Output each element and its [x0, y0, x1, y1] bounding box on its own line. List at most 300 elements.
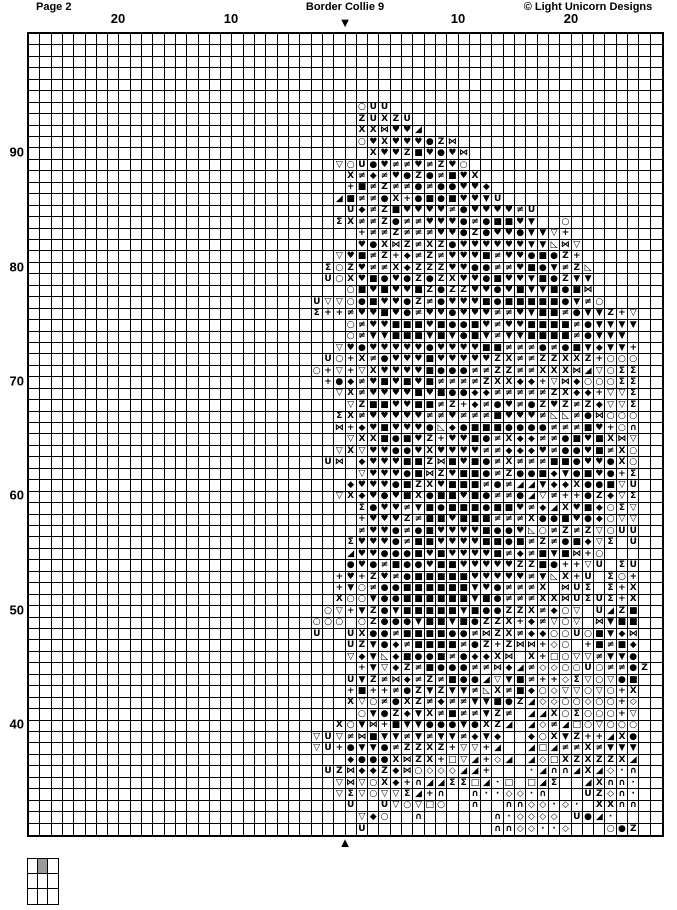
stitch-cell: ◇ — [605, 766, 616, 777]
stitch-cell: Σ — [617, 560, 628, 571]
stitch-cell: ● — [368, 160, 379, 171]
stitch-cell: ○ — [628, 721, 639, 732]
stitch-cell: ◆ — [594, 343, 605, 354]
stitch-cell: ≠ — [447, 652, 458, 663]
minimap-cell — [48, 859, 58, 874]
stitch-cell: ▼ — [583, 343, 594, 354]
stitch-cell: ▼ — [549, 263, 560, 274]
stitch-cell: ≠ — [470, 377, 481, 388]
stitch-cell: ● — [549, 560, 560, 571]
stitch-cell: ■ — [448, 503, 457, 513]
stitch-cell: ○ — [560, 698, 571, 709]
stitch-cell: ■ — [414, 594, 423, 605]
stitch-cell: ○ — [617, 423, 628, 434]
stitch-cell: ♥ — [504, 572, 515, 583]
stitch-cell: ▽ — [379, 663, 390, 674]
stitch-cell: ∩ — [492, 824, 503, 835]
stitch-cell: ▼ — [357, 721, 368, 732]
stitch-cell: ○ — [346, 320, 357, 331]
stitch-cell: ▼ — [594, 309, 605, 320]
stitch-cell: ▼ — [572, 274, 583, 285]
stitch-cell: ■ — [436, 560, 446, 571]
stitch-cell: ▽ — [357, 812, 368, 823]
stitch-cell: ■ — [402, 480, 412, 490]
stitch-cell: ♥ — [459, 194, 470, 205]
stitch-cell: ○ — [357, 103, 368, 114]
stitch-cell: ▼ — [628, 743, 639, 754]
stitch-cell: ○ — [583, 629, 594, 640]
stitch-cell: ♥ — [379, 572, 390, 583]
stitch-cell: ♥ — [515, 274, 526, 285]
stitch-cell: ○ — [312, 366, 323, 377]
stitch-cell: ■ — [493, 423, 502, 433]
stitch-cell: ● — [459, 675, 470, 686]
stitch-cell: ● — [492, 286, 503, 297]
stitch-cell: ♥ — [459, 171, 470, 182]
stitch-cell: ♥ — [413, 446, 424, 457]
stitch-cell: ≠ — [447, 377, 458, 388]
stitch-cell: ◆ — [470, 389, 481, 400]
stitch-cell: U — [526, 206, 537, 217]
stitch-cell: ♥ — [470, 183, 481, 194]
stitch-cell: ● — [470, 721, 481, 732]
stitch-cell: ♥ — [436, 343, 447, 354]
stitch-cell: ■ — [482, 342, 491, 353]
stitch-cell: ∩ — [617, 778, 628, 789]
stitch-cell: + — [459, 400, 470, 411]
stitch-cell: + — [346, 606, 357, 617]
stitch-cell: ♥ — [504, 560, 515, 571]
stitch-cell: ■ — [414, 457, 423, 468]
stitch-cell: Z — [594, 492, 605, 503]
stitch-cell: ♥ — [402, 366, 413, 377]
stitch-cell: ○ — [346, 332, 357, 343]
stitch-cell: X — [346, 217, 357, 228]
stitch-cell: Z — [481, 618, 492, 629]
stitch-cell: Z — [425, 457, 436, 468]
stitch-cell: ≠ — [583, 297, 594, 308]
stitch-cell: Z — [459, 286, 470, 297]
stitch-cell: ♥ — [447, 537, 458, 548]
stitch-cell: ● — [583, 480, 594, 491]
stitch-cell: ■ — [628, 674, 638, 685]
stitch-cell: ◇ — [526, 801, 537, 812]
stitch-cell: U — [323, 354, 334, 365]
stitch-cell: ▼ — [538, 229, 549, 240]
stitch-cell: ♥ — [368, 320, 379, 331]
stitch-cell: Z — [447, 286, 458, 297]
stitch-cell: ■ — [527, 331, 536, 342]
stitch-cell: ◢ — [594, 812, 605, 823]
stitch-cell: ♥ — [515, 320, 526, 331]
stitch-cell: ■ — [391, 320, 401, 330]
stitch-cell: ■ — [561, 331, 570, 342]
stitch-cell: ≠ — [379, 229, 390, 240]
stitch-cell: Z — [379, 183, 390, 194]
stitch-cell: ≠ — [492, 457, 503, 468]
stitch-cell: ● — [436, 148, 447, 159]
stitch-cell: Z — [447, 400, 458, 411]
stitch-cell: ■ — [380, 423, 389, 433]
stitch-cell: ♥ — [379, 480, 390, 491]
stitch-cell: ■ — [470, 423, 480, 433]
stitch-cell: ▽ — [334, 606, 345, 617]
stitch-cell: ■ — [368, 732, 378, 742]
center-bottom-marker-icon: ▲ — [338, 835, 352, 850]
stitch-cell: ♥ — [413, 412, 424, 423]
stitch-cell: ◆ — [594, 515, 605, 526]
stitch-cell: ▼ — [368, 640, 379, 651]
stitch-cell: ▼ — [538, 286, 549, 297]
stitch-cell: □ — [470, 777, 480, 788]
stitch-cell: ♥ — [594, 469, 605, 480]
stitch-cell: ≠ — [447, 206, 458, 217]
stitch-cell: ● — [459, 229, 470, 240]
stitch-cell: ▼ — [379, 332, 390, 343]
stitch-cell: ♥ — [447, 251, 458, 262]
stitch-cell: Z — [413, 480, 424, 491]
stitch-cell: ■ — [482, 297, 491, 307]
stitch-cell: ≠ — [515, 343, 526, 354]
stitch-cell: U — [346, 801, 357, 812]
stitch-cell: X — [583, 766, 594, 777]
stitch-cell: ● — [391, 526, 402, 537]
stitch-cell: ≠ — [538, 457, 549, 468]
stitch-cell: ♥ — [447, 434, 458, 445]
stitch-cell: ♥ — [368, 492, 379, 503]
stitch-cell: ○ — [436, 801, 447, 812]
stitch-cell: ≠ — [481, 412, 492, 423]
stitch-cell: + — [617, 686, 628, 697]
stitch-cell: ■ — [425, 537, 435, 548]
stitch-cell: ◇ — [538, 801, 549, 812]
stitch-cell: ▽ — [628, 515, 639, 526]
stitch-cell: ● — [459, 629, 470, 640]
stitch-cell: ◆ — [346, 480, 357, 491]
stitch-cell: X — [617, 446, 628, 457]
stitch-cell: ● — [538, 263, 549, 274]
stitch-cell: ◆ — [470, 652, 481, 663]
stitch-cell: ≠ — [481, 400, 492, 411]
stitch-cell: ▽ — [605, 400, 616, 411]
stitch-cell: ▽ — [357, 469, 368, 480]
stitch-cell: ▼ — [379, 732, 390, 743]
stitch-cell: Z — [425, 675, 436, 686]
stitch-cell: U — [312, 297, 323, 308]
stitch-cell: ≠ — [492, 446, 503, 457]
stitch-cell: ■ — [617, 617, 627, 628]
stitch-cell: ♥ — [436, 446, 447, 457]
stitch-cell: ● — [459, 332, 470, 343]
stitch-cell: U — [323, 743, 334, 754]
minimap-current-page-cell — [38, 859, 48, 874]
stitch-cell: ■ — [470, 606, 480, 616]
stitch-cell: ▽ — [357, 778, 368, 789]
stitch-cell: ≠ — [594, 652, 605, 663]
stitch-cell: U — [368, 114, 379, 125]
stitch-cell: ♥ — [470, 309, 481, 320]
stitch-cell: ▽ — [594, 526, 605, 537]
stitch-cell: ■ — [402, 651, 412, 662]
stitch-cell: ■ — [572, 342, 581, 353]
stitch-cell: + — [583, 732, 594, 743]
stitch-cell: ◆ — [515, 377, 526, 388]
stitch-cell: ≠ — [492, 389, 503, 400]
stitch-cell: ▼ — [436, 732, 447, 743]
stitch-cell: ◆ — [447, 423, 458, 434]
stitch-cell: ■ — [436, 651, 446, 662]
stitch-cell: ≠ — [504, 343, 515, 354]
stitch-cell: ● — [594, 480, 605, 491]
stitch-cell: ■ — [402, 320, 412, 330]
stitch-cell: ▼ — [413, 503, 424, 514]
stitch-cell: + — [617, 469, 628, 480]
stitch-cell: ■ — [561, 514, 570, 525]
stitch-cell: ♥ — [391, 343, 402, 354]
stitch-cell: ■ — [436, 571, 446, 582]
stitch-cell: ◇ — [492, 755, 503, 766]
stitch-cell: Z — [425, 434, 436, 445]
stitch-cell: ● — [459, 320, 470, 331]
stitch-cell: X — [583, 755, 594, 766]
stitch-cell: U — [323, 732, 334, 743]
stitch-cell: Z — [538, 537, 549, 548]
stitch-cell: □ — [448, 754, 457, 765]
stitch-cell: ◢ — [413, 789, 424, 800]
stitch-cell: X — [504, 434, 515, 445]
stitch-cell: ▼ — [526, 240, 537, 251]
stitch-cell: ▼ — [368, 709, 379, 720]
stitch-cell: ◺ — [481, 686, 492, 697]
stitch-cell: ● — [402, 618, 413, 629]
stitch-cell: ∩ — [436, 789, 447, 800]
stitch-cell: ♥ — [504, 274, 515, 285]
stitch-cell: ○ — [459, 160, 470, 171]
stitch-cell: ♥ — [470, 572, 481, 583]
stitch-cell: ≠ — [538, 412, 549, 423]
stitch-cell: ♥ — [459, 560, 470, 571]
stitch-cell: ♥ — [447, 160, 458, 171]
stitch-cell: ● — [391, 537, 402, 548]
stitch-cell: ⋈ — [380, 125, 390, 136]
stitch-cell: ▽ — [583, 675, 594, 686]
stitch-cell: ♥ — [515, 263, 526, 274]
stitch-cell: X — [492, 652, 503, 663]
stitch-cell: ○ — [346, 595, 357, 606]
stitch-cell: ♥ — [379, 389, 390, 400]
stitch-cell: + — [628, 572, 639, 583]
stitch-cell: Z — [436, 274, 447, 285]
stitch-cell: Z — [594, 789, 605, 800]
stitch-cell: U — [628, 526, 639, 537]
stitch-cell: ∩ — [549, 766, 560, 777]
stitch-cell: ◆ — [470, 400, 481, 411]
stitch-cell: ∩ — [560, 766, 571, 777]
stitch-cell: ■ — [459, 594, 468, 605]
stitch-cell: ■ — [425, 640, 435, 651]
stitch-cell: ◺ — [583, 263, 594, 274]
stitch-cell: ◢ — [526, 480, 537, 491]
stitch-cell: + — [346, 183, 357, 194]
stitch-cell: Z — [538, 354, 549, 365]
stitch-cell: ⋈ — [504, 651, 514, 662]
stitch-cell: ■ — [448, 457, 457, 468]
stitch-cell: + — [594, 354, 605, 365]
stitch-cell: X — [560, 354, 571, 365]
stitch-cell: ● — [628, 732, 639, 743]
stitch-cell: ♥ — [391, 354, 402, 365]
stitch-cell: ◇ — [436, 766, 447, 777]
stitch-cell: Σ — [312, 309, 323, 320]
stitch-cell: ● — [526, 423, 537, 434]
stitch-cell: Z — [583, 354, 594, 365]
stitch-cell: ● — [402, 171, 413, 182]
stitch-cell: ◢ — [526, 721, 537, 732]
stitch-cell: ▼ — [346, 583, 357, 594]
stitch-cell: ■ — [448, 709, 457, 719]
stitch-cell: ▽ — [312, 743, 323, 754]
stitch-cell: ♥ — [425, 309, 436, 320]
stitch-cell: Z — [368, 675, 379, 686]
stitch-cell: + — [481, 766, 492, 777]
stitch-cell: X — [504, 618, 515, 629]
stitch-cell: ■ — [402, 457, 412, 468]
stitch-cell: ≠ — [526, 366, 537, 377]
stitch-cell: ♥ — [470, 560, 481, 571]
stitch-cell: ○ — [617, 721, 628, 732]
stitch-cell: ▼ — [368, 595, 379, 606]
stitch-cell: ◆ — [526, 618, 537, 629]
stitch-cell: Z — [413, 698, 424, 709]
stitch-cell: ▼ — [481, 194, 492, 205]
stitch-cell: U — [346, 640, 357, 651]
stitch-cell: ≠ — [470, 217, 481, 228]
stitch-cell: ■ — [515, 674, 525, 685]
stitch-cell: Σ — [334, 412, 345, 423]
stitch-cell: ▽ — [560, 686, 571, 697]
stitch-cell: Z — [368, 572, 379, 583]
stitch-cell: ▽ — [413, 801, 424, 812]
stitch-cell: ≠ — [459, 377, 470, 388]
stitch-cell: U — [572, 583, 583, 594]
stitch-cell: ◇ — [538, 663, 549, 674]
stitch-cell: ● — [549, 515, 560, 526]
stitch-cell: ≠ — [504, 309, 515, 320]
stitch-cell: X — [425, 480, 436, 491]
stitch-cell: Σ — [628, 492, 639, 503]
stitch-cell: ♥ — [368, 526, 379, 537]
stitch-cell: ● — [379, 755, 390, 766]
stitch-cell: ◆ — [470, 732, 481, 743]
stitch-cell: + — [357, 572, 368, 583]
stitch-cell: ♥ — [470, 274, 481, 285]
stitch-cell: Σ — [572, 675, 583, 686]
stitch-cell: ▼ — [481, 698, 492, 709]
stitch-cell: ♥ — [436, 206, 447, 217]
stitch-cell: ≠ — [572, 743, 583, 754]
stitch-cell: ◆ — [346, 755, 357, 766]
stitch-cell: ♥ — [481, 320, 492, 331]
stitch-cell: ◢ — [560, 721, 571, 732]
stitch-cell: ≠ — [470, 412, 481, 423]
stitch-cell: ≠ — [572, 332, 583, 343]
stitch-cell: ◇ — [526, 824, 537, 835]
stitch-cell: X — [492, 377, 503, 388]
stitch-cell: ■ — [572, 285, 581, 296]
stitch-cell: ● — [481, 274, 492, 285]
stitch-cell: ♥ — [436, 229, 447, 240]
stitch-cell: ● — [617, 675, 628, 686]
stitch-cell: ⋈ — [560, 594, 570, 605]
stitch-cell: + — [391, 251, 402, 262]
stitch-cell: Z — [391, 229, 402, 240]
stitch-cell: Z — [413, 274, 424, 285]
stitch-cell: ◺ — [560, 412, 571, 423]
stitch-cell: ≠ — [492, 515, 503, 526]
stitch-cell: ♥ — [447, 549, 458, 560]
stitch-cell: ○ — [560, 606, 571, 617]
stitch-cell: X — [594, 801, 605, 812]
stitch-cell: ◆ — [481, 183, 492, 194]
column-label-10: 10 — [450, 11, 466, 26]
stitch-cell: ◇ — [515, 824, 526, 835]
stitch-cell: ◢ — [583, 778, 594, 789]
stitch-cell: ≠ — [425, 183, 436, 194]
stitch-cell: ● — [357, 755, 368, 766]
stitch-cell: ♥ — [594, 423, 605, 434]
stitch-cell: ∩ — [492, 812, 503, 823]
stitch-cell: X — [617, 732, 628, 743]
stitch-cell: ● — [617, 824, 628, 835]
stitch-cell: ■ — [493, 503, 502, 513]
stitch-cell: + — [346, 354, 357, 365]
stitch-cell: ◇ — [538, 755, 549, 766]
stitch-cell: ≠ — [481, 480, 492, 491]
stitch-cell: ● — [560, 446, 571, 457]
stitch-cell: ■ — [414, 331, 423, 342]
stitch-cell: ◆ — [572, 389, 583, 400]
stitch-cell: U — [583, 663, 594, 674]
stitch-cell: Z — [402, 240, 413, 251]
stitch-cell: U — [379, 103, 390, 114]
stitch-cell: Z — [436, 160, 447, 171]
stitch-cell: ≠ — [459, 412, 470, 423]
stitch-cell: Σ — [346, 537, 357, 548]
stitch-cell: ▼ — [470, 595, 481, 606]
stitch-cell: ● — [628, 663, 639, 674]
stitch-cell: ▼ — [402, 721, 413, 732]
stitch-cell: ≠ — [504, 583, 515, 594]
stitch-cell: ▼ — [357, 606, 368, 617]
stitch-cell: ≠ — [391, 572, 402, 583]
stitch-cell: + — [323, 309, 334, 320]
stitch-cell: ○ — [605, 709, 616, 720]
stitch-cell: ♥ — [470, 354, 481, 365]
stitch-cell: · — [549, 801, 560, 812]
stitch-cell: ● — [481, 434, 492, 445]
stitch-cell: Z — [504, 640, 515, 651]
stitch-cell: ◆ — [357, 652, 368, 663]
stitch-cell: ▽ — [628, 709, 639, 720]
stitch-cell: + — [425, 789, 436, 800]
stitch-cell: ◇ — [560, 801, 571, 812]
stitch-cell: ◢ — [628, 755, 639, 766]
stitch-cell: ◺ — [549, 572, 560, 583]
stitch-cell: Z — [413, 171, 424, 182]
stitch-cell: ♥ — [379, 446, 390, 457]
stitch-cell: ≠ — [470, 709, 481, 720]
stitch-cell: ■ — [425, 194, 435, 204]
